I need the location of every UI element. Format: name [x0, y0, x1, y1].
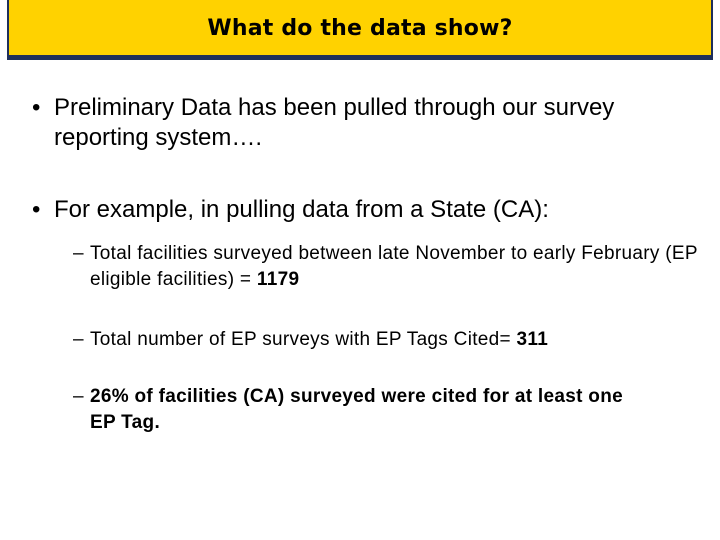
subbullet-text: 26% of facilities (CA) surveyed were cited for at least one EP Tag. [90, 386, 623, 433]
title-banner [7, 0, 713, 60]
bullet-example-ca [32, 195, 692, 225]
slide-title: What do the data show? [207, 16, 513, 41]
subbullet-ep-surveys [73, 327, 698, 353]
bullet-preliminary-data [32, 93, 652, 153]
cited-survey-count-value: 311 [516, 329, 549, 350]
subbullet-total-facilities [73, 241, 698, 293]
subbullet-marker: – [73, 329, 84, 350]
bullet-text: Preliminary Data has been pulled through our survey reporting system…. [54, 94, 615, 151]
subbullet-text: Total facilities surveyed between late November to early February (EP eligible facilities) = [90, 243, 698, 290]
bullet-text: For example, in pulling data from a State (CA): [54, 196, 549, 223]
subbullet-text: Total number of EP surveys with EP Tags Cited= [90, 329, 517, 350]
bullet-marker: • [32, 94, 41, 121]
subbullet-marker: – [73, 243, 84, 264]
subbullet-marker: – [73, 386, 84, 407]
subbullet-percent-cited [73, 384, 643, 436]
subbullet-text-wrapper [73, 327, 698, 353]
bullet-marker: • [32, 196, 41, 223]
subbullet-text-wrapper [73, 241, 698, 293]
facility-count-value: 1179 [256, 269, 300, 290]
